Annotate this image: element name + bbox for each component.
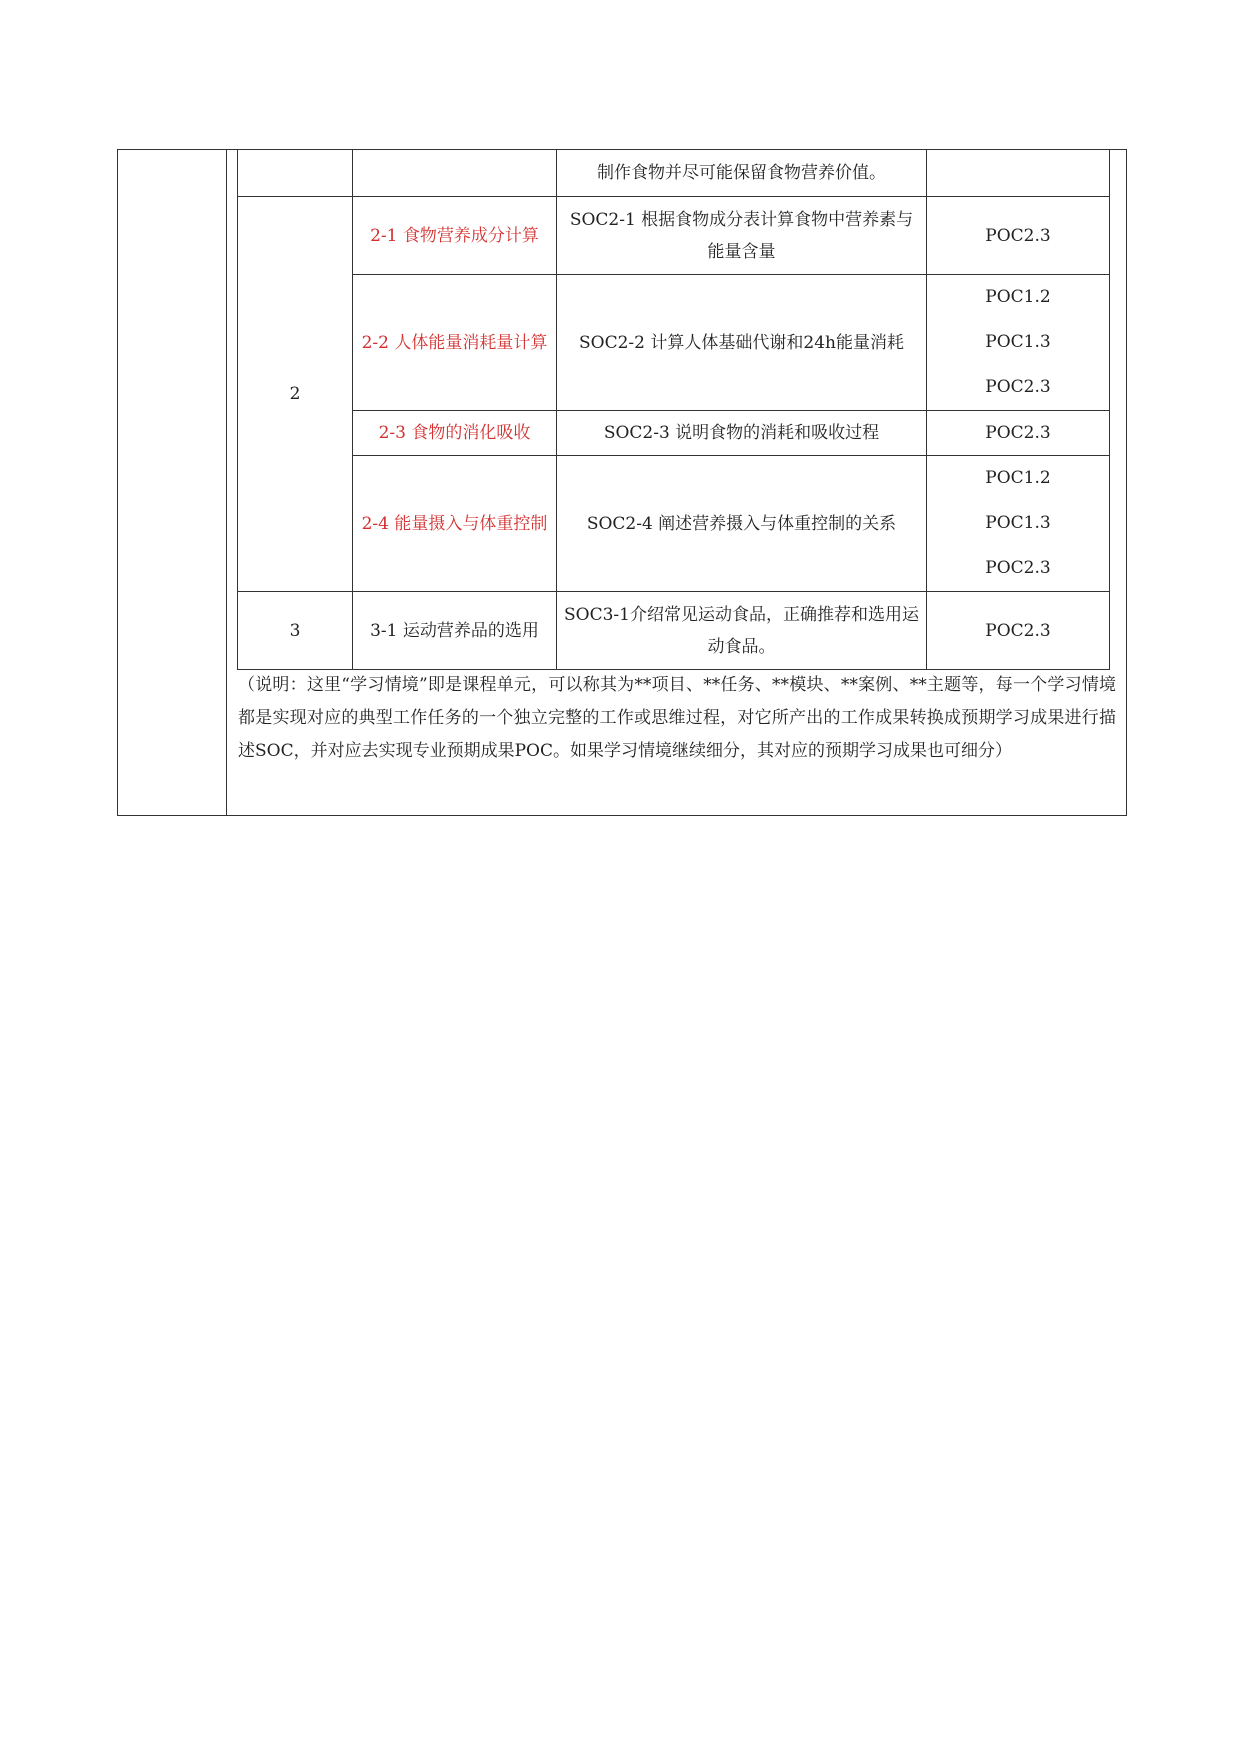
unit-number-cell: 2: [238, 197, 353, 592]
table-row: [238, 456, 1110, 592]
poc-label: POC2.3: [985, 423, 1051, 443]
unit-title-cell: 2-2 人体能量消耗量计算: [353, 275, 557, 411]
table-cell-empty: [927, 150, 1110, 197]
unit-title-cell: 2-4 能量摄入与体重控制: [353, 456, 557, 592]
unit-title-cell: 3-1 运动营养品的选用: [353, 592, 557, 670]
soc-cell: SOC3-1介绍常见运动食品，正确推荐和选用运动食品。: [557, 592, 927, 670]
table-cell-empty: [238, 150, 353, 197]
table-cell-empty: [353, 150, 557, 197]
table-row: [238, 275, 1110, 411]
poc-label: POC2.3: [985, 620, 1051, 641]
learning-situation-table: [237, 149, 1110, 670]
soc-cell: SOC2-2 计算人体基础代谢和24h能量消耗: [557, 275, 927, 411]
poc-cell: [927, 411, 1110, 456]
poc-cell: [927, 592, 1110, 670]
soc-cell: SOC2-4 阐述营养摄入与体重控制的关系: [557, 456, 927, 592]
poc-label: POC1.3: [985, 332, 1051, 352]
unit-title-cell: 2-3 食物的消化吸收: [353, 411, 557, 456]
poc-label: POC1.3: [985, 513, 1051, 533]
outer-column-divider: [226, 150, 227, 815]
unit-title-cell: 2-1 食物营养成分计算: [353, 197, 557, 275]
table-row: [238, 197, 1110, 275]
poc-label: POC1.2: [985, 468, 1051, 488]
unit-number-cell: 3: [238, 592, 353, 670]
soc-cell: 制作食物并尽可能保留食物营养价值。: [557, 150, 927, 197]
poc-label: POC2.3: [985, 558, 1051, 578]
poc-cell: [927, 197, 1110, 275]
poc-label: POC1.2: [985, 287, 1051, 307]
table-row: [238, 411, 1110, 456]
soc-cell: SOC2-1 根据食物成分表计算食物中营养素与能量含量: [557, 197, 927, 275]
poc-label: POC2.3: [985, 225, 1051, 246]
poc-label: POC2.3: [985, 377, 1051, 397]
poc-cell: [927, 275, 1110, 411]
poc-cell: [927, 456, 1110, 592]
soc-cell: SOC2-3 说明食物的消耗和吸收过程: [557, 411, 927, 456]
explanatory-note: （说明：这里“学习情境”即是课程单元，可以称其为**项目、**任务、**模块、**案例、**主题等，每一个学习情境都是实现对应的典型工作任务的一个独立完整的工作或思维过程，对它所产出的工作成果转换成预期学习成果进行描述SOC，并对应去实现专业预期成果POC。如果学习情境继续细分，其对应的预期学习成果也可细分）: [238, 675, 1116, 761]
table-row: [238, 150, 1110, 197]
table-row: [238, 592, 1110, 670]
